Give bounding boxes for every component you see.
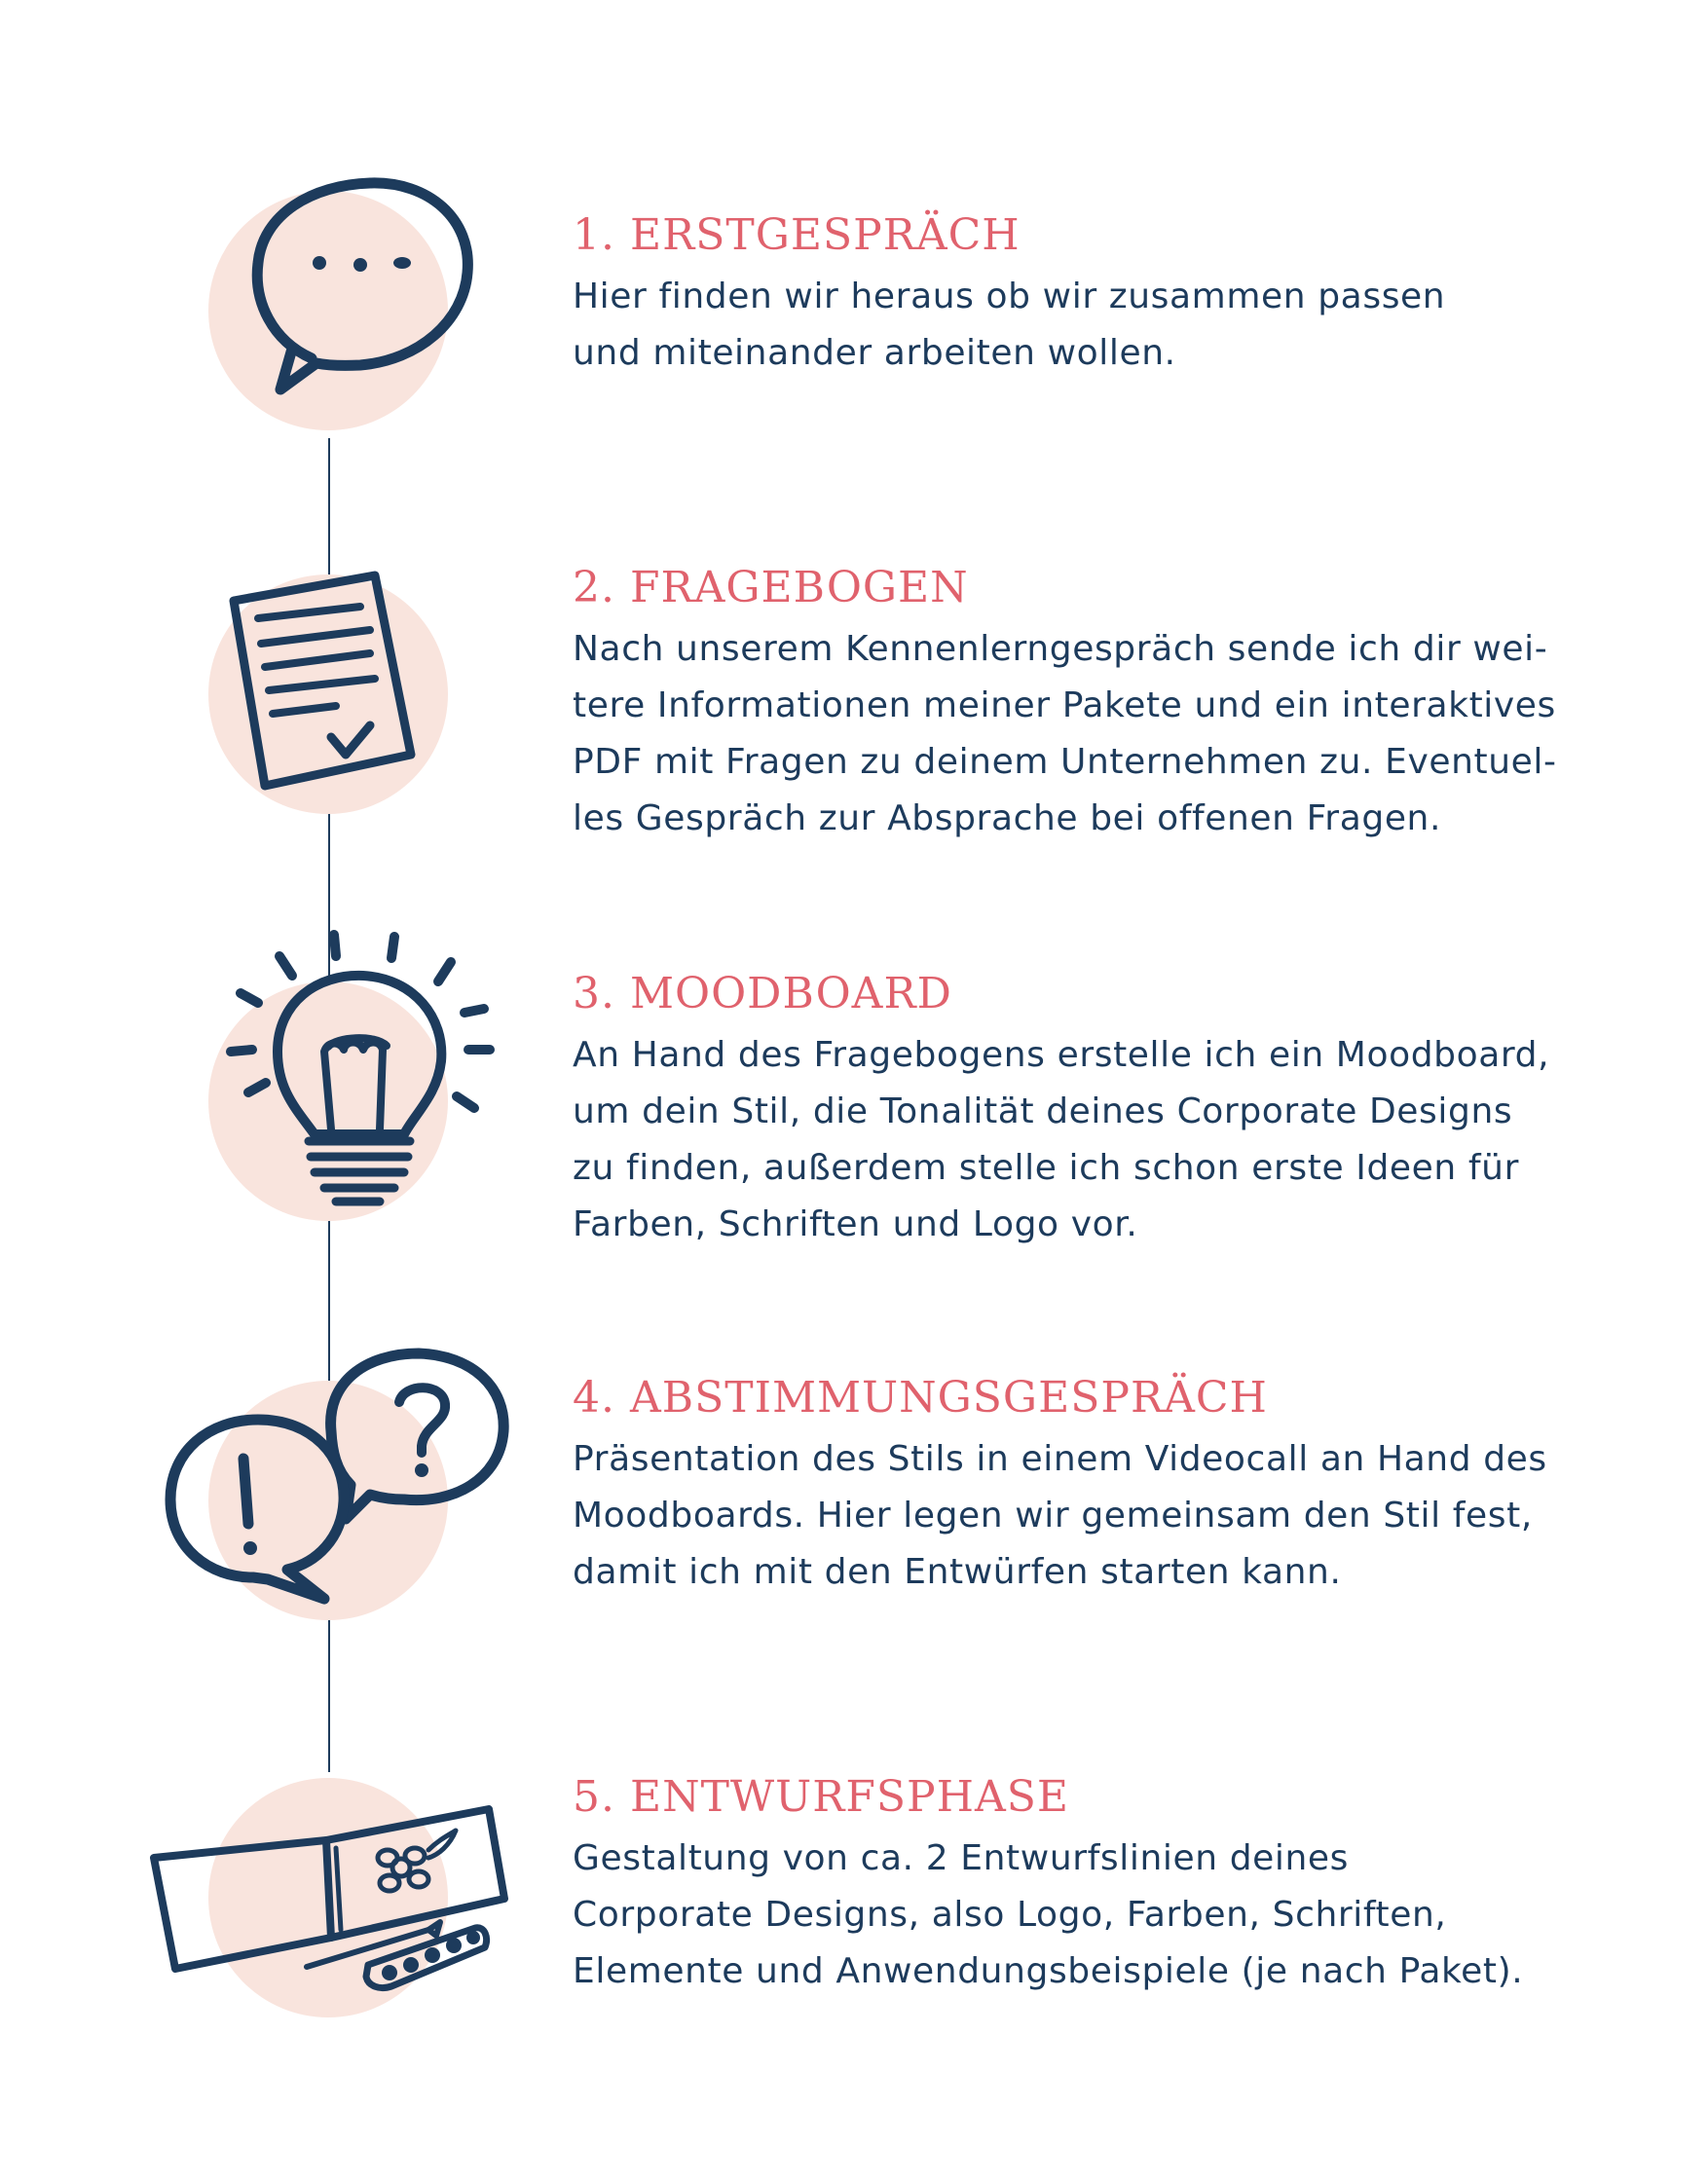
- step-4-line: Präsentation des Stils in einem Videocall an Hand des: [573, 1439, 1547, 1479]
- step-4-line: Moodboards. Hier legen wir gemeinsam den Stil fest,: [573, 1496, 1533, 1536]
- step-4-title: 4. ABSTIMMUNGSGESPRÄCH: [573, 1373, 1268, 1423]
- step-5-line: Gestaltung von ca. 2 Entwurfslinien deines: [573, 1838, 1350, 1878]
- step-2-title: 2. FRAGEBOGEN: [573, 563, 969, 612]
- step-3-title: 3. MOODBOARD: [573, 969, 952, 1018]
- step-4-description: [573, 1431, 1663, 1601]
- step-5-title: 5. ENTWURFSPHASE: [573, 1772, 1070, 1822]
- lightbulb-icon: [219, 925, 501, 1217]
- exclamation-question-bubbles-icon: [161, 1344, 521, 1616]
- step-1-line: und miteinander arbeiten wollen.: [573, 333, 1176, 373]
- step-5-line: Elemente und Anwendungsbeispiele (je nach Paket).: [573, 1951, 1524, 1991]
- step-1-title: 1. ERSTGESPRÄCH: [573, 210, 1021, 260]
- step-1-line: Hier finden wir heraus ob wir zusammen passen: [573, 277, 1446, 316]
- step-2-line: Nach unserem Kennenlerngespräch sende ich dir wei-: [573, 629, 1548, 669]
- step-3-line: Farben, Schriften und Logo vor.: [573, 1204, 1138, 1244]
- step-3-line: zu finden, außerdem stelle ich schon erste Ideen für: [573, 1148, 1519, 1188]
- step-5-line: Corporate Designs, also Logo, Farben, Schriften,: [573, 1895, 1447, 1935]
- speech-bubble-icon: [234, 166, 487, 399]
- sketchbook-paint-icon: [146, 1801, 516, 1996]
- questionnaire-document-icon: [224, 570, 419, 803]
- step-2-description: [573, 621, 1663, 847]
- step-2-line: tere Informationen meiner Pakete und ein interaktives: [573, 685, 1556, 725]
- step-4-line: damit ich mit den Entwürfen starten kann.: [573, 1552, 1342, 1592]
- step-3-line: um dein Stil, die Tonalität deines Corporate Designs: [573, 1092, 1513, 1131]
- step-2-line: les Gespräch zur Absprache bei offenen Fragen.: [573, 798, 1442, 838]
- step-3-description: [573, 1027, 1663, 1253]
- step-1-description: [573, 269, 1663, 382]
- step-3-line: An Hand des Fragebogens erstelle ich ein Moodboard,: [573, 1035, 1550, 1075]
- step-2-line: PDF mit Fragen zu deinem Unternehmen zu. Eventuel-: [573, 742, 1557, 782]
- step-5-description: [573, 1831, 1663, 2000]
